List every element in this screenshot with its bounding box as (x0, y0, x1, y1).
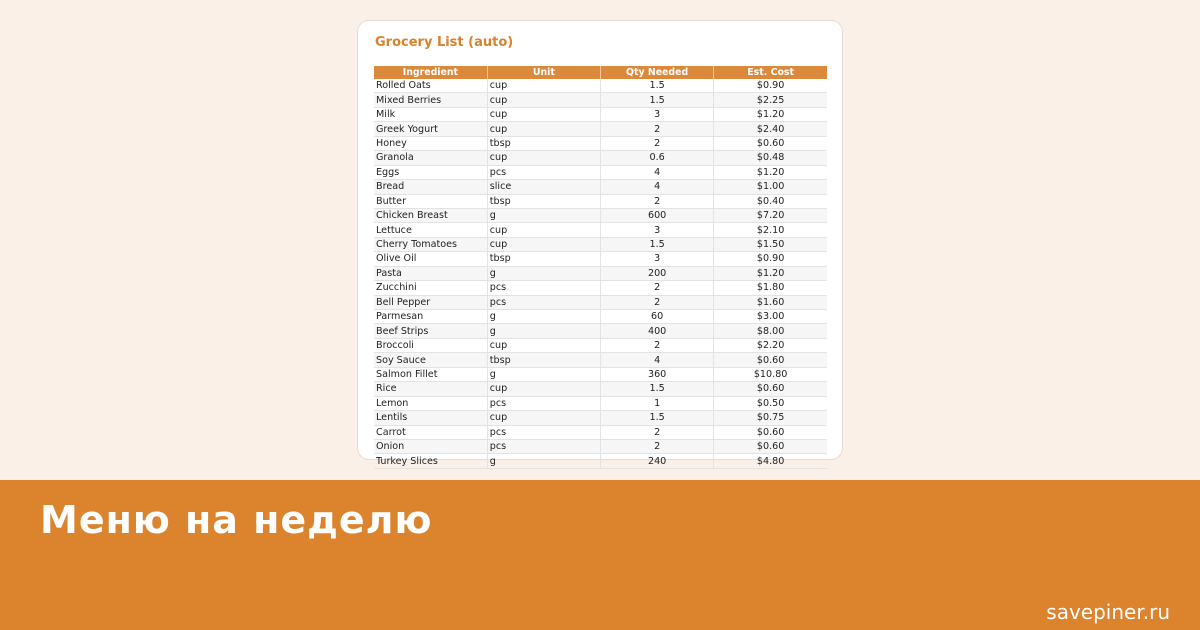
table-row (374, 79, 827, 93)
cell-ingredient: Rice (374, 382, 487, 396)
cell-qty: 2 (601, 338, 714, 352)
cell-ingredient: Rolled Oats (374, 79, 487, 93)
cell-ingredient: Pasta (374, 266, 487, 280)
table-row (374, 353, 827, 367)
cell-unit: cup (487, 79, 600, 93)
cell-ingredient: Granola (374, 151, 487, 165)
table-row (374, 439, 827, 453)
table-row (374, 237, 827, 251)
table-header-row (374, 66, 827, 79)
cell-ingredient: Chicken Breast (374, 208, 487, 222)
table-row (374, 396, 827, 410)
cell-unit: g (487, 310, 600, 324)
cell-qty: 4 (601, 180, 714, 194)
cell-qty: 360 (601, 367, 714, 381)
header-est-cost: Est. Cost (714, 66, 827, 79)
cell-cost: $1.60 (714, 295, 827, 309)
cell-qty: 2 (601, 295, 714, 309)
cell-cost: $0.90 (714, 79, 827, 93)
cell-cost: $2.10 (714, 223, 827, 237)
header-qty-needed: Qty Needed (601, 66, 714, 79)
table-row (374, 208, 827, 222)
cell-unit: pcs (487, 425, 600, 439)
cell-cost: $1.20 (714, 266, 827, 280)
cell-cost: $7.20 (714, 208, 827, 222)
cell-cost: $0.60 (714, 439, 827, 453)
cell-unit: pcs (487, 439, 600, 453)
cell-unit: g (487, 367, 600, 381)
cell-cost: $10.80 (714, 367, 827, 381)
cell-ingredient: Salmon Fillet (374, 367, 487, 381)
cell-qty: 3 (601, 223, 714, 237)
cell-unit: cup (487, 382, 600, 396)
cell-unit: cup (487, 237, 600, 251)
cell-unit: slice (487, 180, 600, 194)
cell-unit: cup (487, 151, 600, 165)
table-row (374, 338, 827, 352)
table-row (374, 454, 827, 468)
cell-ingredient: Lemon (374, 396, 487, 410)
table-row (374, 382, 827, 396)
cell-ingredient: Butter (374, 194, 487, 208)
cell-qty: 4 (601, 353, 714, 367)
cell-cost: $1.00 (714, 180, 827, 194)
cell-unit: g (487, 454, 600, 468)
cell-qty: 2 (601, 281, 714, 295)
cell-unit: cup (487, 411, 600, 425)
table-row (374, 151, 827, 165)
cell-qty: 60 (601, 310, 714, 324)
cell-qty: 400 (601, 324, 714, 338)
cell-unit: pcs (487, 281, 600, 295)
cell-unit: g (487, 208, 600, 222)
cell-qty: 1.5 (601, 411, 714, 425)
table-row (374, 295, 827, 309)
grocery-card (357, 20, 843, 467)
cell-unit: pcs (487, 396, 600, 410)
banner (0, 480, 1200, 630)
cell-cost: $0.60 (714, 382, 827, 396)
table-row (374, 122, 827, 136)
cell-ingredient: Olive Oil (374, 252, 487, 266)
table-row (374, 411, 827, 425)
cell-cost: $0.60 (714, 353, 827, 367)
site-name: savepiner.ru (1046, 600, 1170, 624)
cell-cost: $0.60 (714, 425, 827, 439)
cell-qty: 1.5 (601, 79, 714, 93)
table-row (374, 425, 827, 439)
table-row (374, 93, 827, 107)
cell-unit: cup (487, 338, 600, 352)
table-row (374, 310, 827, 324)
cell-qty: 200 (601, 266, 714, 280)
cell-ingredient: Honey (374, 136, 487, 150)
table-row (374, 266, 827, 280)
cell-ingredient: Eggs (374, 165, 487, 179)
cell-cost: $0.48 (714, 151, 827, 165)
cell-unit: g (487, 266, 600, 280)
banner-title: Меню на неделю (40, 498, 433, 542)
table-row (374, 252, 827, 266)
cell-cost: $0.60 (714, 136, 827, 150)
cell-qty: 1.5 (601, 382, 714, 396)
cell-qty: 1.5 (601, 237, 714, 251)
table-row (374, 194, 827, 208)
cell-cost: $0.50 (714, 396, 827, 410)
cell-cost: $3.00 (714, 310, 827, 324)
table-body (374, 79, 827, 468)
table-row (374, 367, 827, 381)
card-title: Grocery List (auto) (375, 35, 514, 50)
cell-qty: 2 (601, 425, 714, 439)
cell-ingredient: Bell Pepper (374, 295, 487, 309)
cell-ingredient: Milk (374, 107, 487, 121)
cell-cost: $0.90 (714, 252, 827, 266)
cell-qty: 240 (601, 454, 714, 468)
cell-cost: $2.40 (714, 122, 827, 136)
cell-ingredient: Mixed Berries (374, 93, 487, 107)
table-row (374, 324, 827, 338)
cell-cost: $2.25 (714, 93, 827, 107)
table-row (374, 107, 827, 121)
cell-cost: $1.20 (714, 165, 827, 179)
cell-qty: 2 (601, 122, 714, 136)
cell-ingredient: Lentils (374, 411, 487, 425)
cell-ingredient: Turkey Slices (374, 454, 487, 468)
cell-unit: pcs (487, 165, 600, 179)
cell-qty: 0.6 (601, 151, 714, 165)
cell-ingredient: Cherry Tomatoes (374, 237, 487, 251)
cell-unit: cup (487, 107, 600, 121)
cell-qty: 1.5 (601, 93, 714, 107)
cell-cost: $2.20 (714, 338, 827, 352)
cell-unit: tbsp (487, 136, 600, 150)
cell-cost: $0.40 (714, 194, 827, 208)
cell-cost: $1.20 (714, 107, 827, 121)
cell-ingredient: Zucchini (374, 281, 487, 295)
cell-ingredient: Soy Sauce (374, 353, 487, 367)
cell-qty: 4 (601, 165, 714, 179)
cell-qty: 3 (601, 107, 714, 121)
cell-ingredient: Broccoli (374, 338, 487, 352)
cell-cost: $1.50 (714, 237, 827, 251)
header-unit: Unit (487, 66, 600, 79)
cell-ingredient: Carrot (374, 425, 487, 439)
cell-qty: 2 (601, 439, 714, 453)
cell-unit: pcs (487, 295, 600, 309)
cell-unit: tbsp (487, 353, 600, 367)
cell-cost: $1.80 (714, 281, 827, 295)
table-row (374, 223, 827, 237)
table-row (374, 165, 827, 179)
cell-cost: $0.75 (714, 411, 827, 425)
cell-cost: $8.00 (714, 324, 827, 338)
table-row (374, 136, 827, 150)
cell-cost: $4.80 (714, 454, 827, 468)
cell-qty: 1 (601, 396, 714, 410)
cell-ingredient: Greek Yogurt (374, 122, 487, 136)
cell-ingredient: Onion (374, 439, 487, 453)
header-ingredient: Ingredient (374, 66, 487, 79)
cell-qty: 2 (601, 136, 714, 150)
table-row (374, 281, 827, 295)
cell-unit: g (487, 324, 600, 338)
cell-unit: tbsp (487, 194, 600, 208)
cell-qty: 2 (601, 194, 714, 208)
cell-unit: cup (487, 93, 600, 107)
cell-unit: cup (487, 122, 600, 136)
cell-ingredient: Lettuce (374, 223, 487, 237)
table-row (374, 180, 827, 194)
cell-ingredient: Beef Strips (374, 324, 487, 338)
cell-qty: 600 (601, 208, 714, 222)
cell-qty: 3 (601, 252, 714, 266)
cell-unit: tbsp (487, 252, 600, 266)
cell-unit: cup (487, 223, 600, 237)
cell-ingredient: Parmesan (374, 310, 487, 324)
cell-ingredient: Bread (374, 180, 487, 194)
grocery-table (374, 66, 827, 469)
